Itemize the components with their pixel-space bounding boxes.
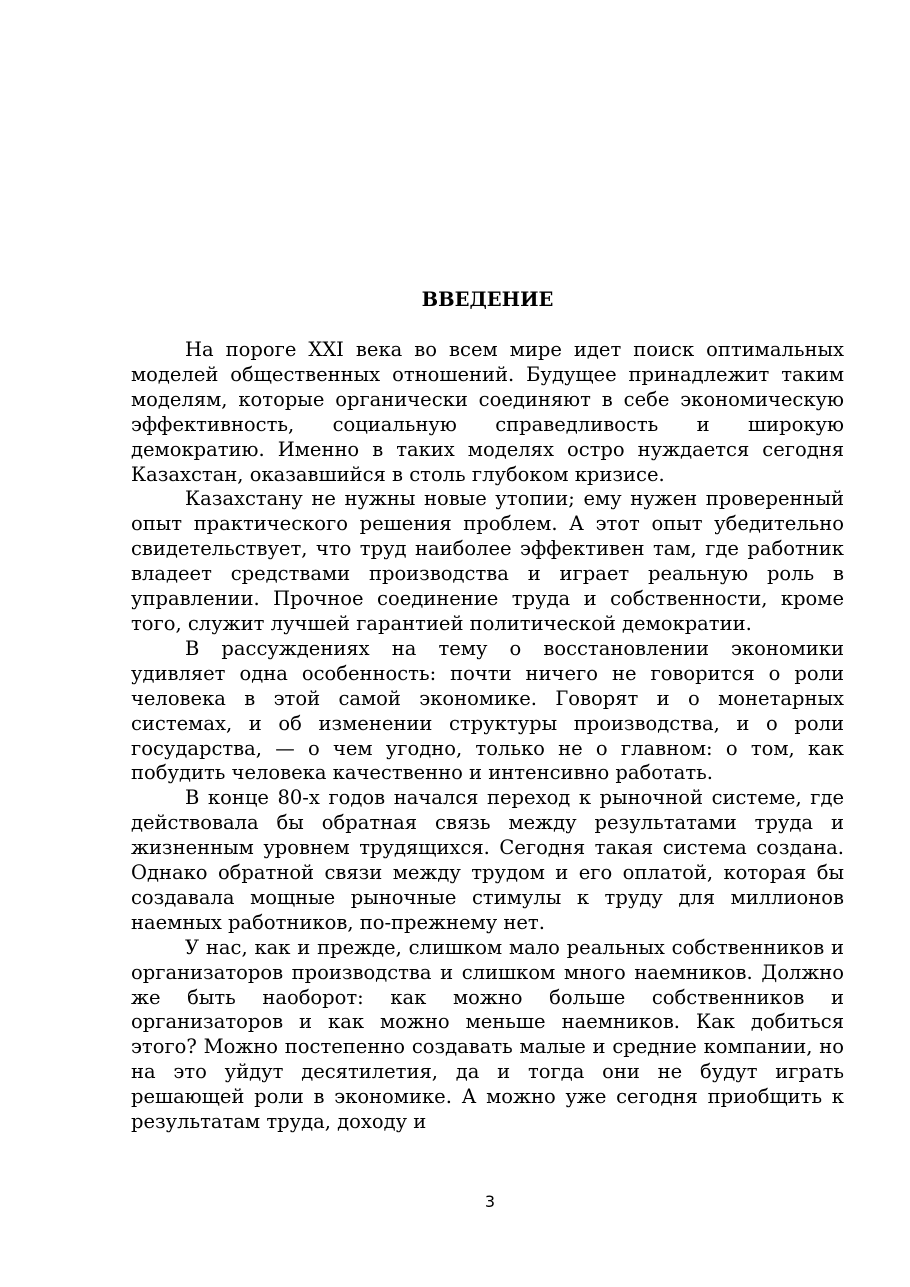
page-number: 3 (484, 1192, 496, 1211)
paragraph: Казахстану не нужны новые утопии; ему нужен проверенный опыт практического решения проблем. А этот опыт убедительно свидетельствует, что труд наиболее эффективен там, где работник владеет средствами производства и играет реальную роль в управлении. Прочное соединение труда и собственности, кроме того, служит лучшей гарантией политической демократии. (131, 487, 844, 635)
paragraph: На пороге XXI века во всем мире идет поиск оптимальных моделей общественных отношений. Будущее принадлежит таким моделям, которые органически соединяют в себе экономическую эффективность, социальную справедливость и широкую демократию. Именно в таких моделях остро нуждается сегодня Казахстан, оказавшийся в столь глубоком кризисе. (131, 338, 844, 486)
paragraph: В рассуждениях на тему о восстановлении экономики удивляет одна особенность: почти ничего не говорится о роли человека в этой самой экономике. Говорят и о монетарных системах, и об изменении структуры производства, и о роли государства, — о чем угодно, только не о главном: о том, как побудить человека качественно и интенсивно работать. (131, 636, 844, 785)
page-title: ВВЕДЕНИЕ (421, 288, 554, 311)
paragraph: В конце 80-х годов начался переход к рыночной системе, где действовала бы обратная связь между результатами труда и жизненным уровнем трудящихся. Сегодня такая система создана. Однако обратной связи между трудом и его оплатой, которая бы создавала мощные рыночные стимулы к труду для миллионов наемных работников, по-прежнему нет. (131, 786, 844, 934)
paragraph: У нас, как и прежде, слишком мало реальных собственников и организаторов производства и слишком много наемников. Должно же быть наоборот: как можно больше собственников и организаторов и как можно меньше наемников. Как добиться этого? Можно постепенно создавать малые и средние компании, но на это уйдут десятилетия, да и тогда они не будут играть решающей роли в экономике. А можно уже сегодня приобщить к результатам труда, доходу и (131, 935, 844, 1134)
body-text (131, 338, 844, 1135)
